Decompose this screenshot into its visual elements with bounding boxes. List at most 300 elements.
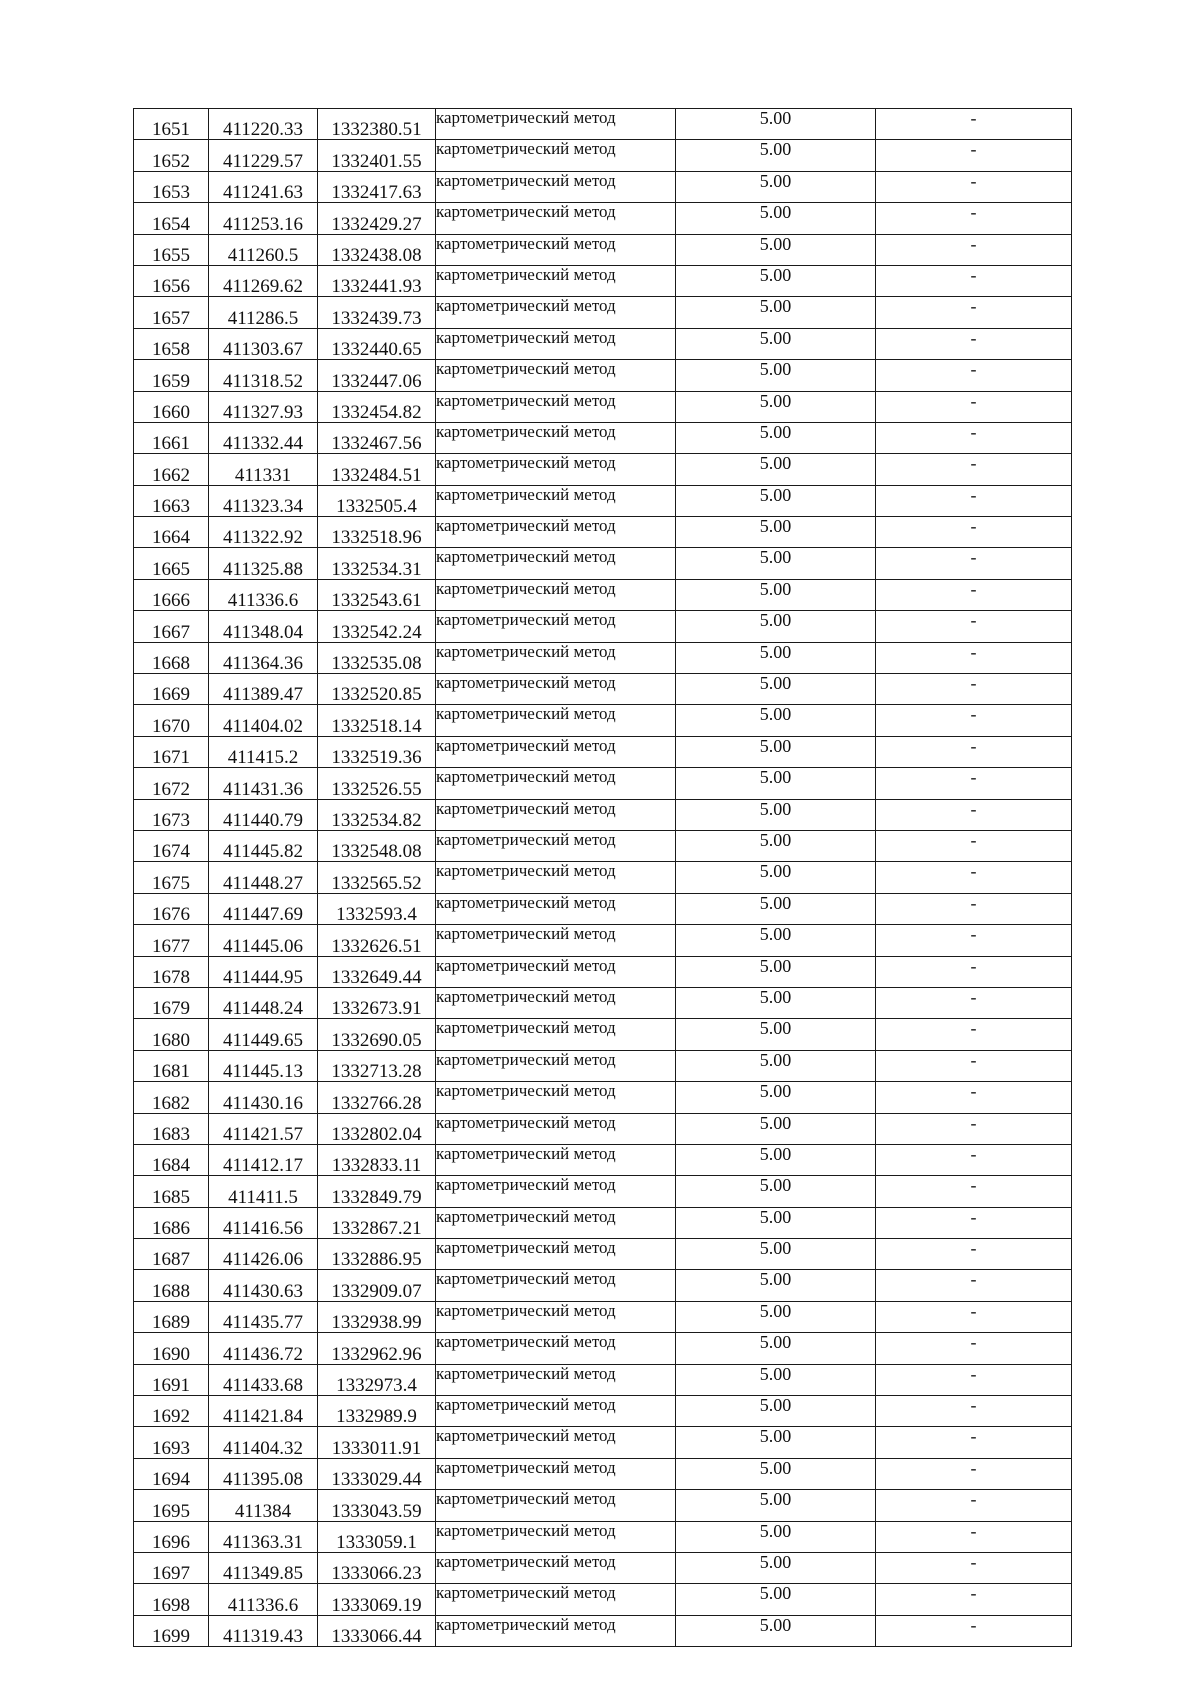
description-cell: - <box>876 1270 1072 1301</box>
description-cell: - <box>876 1019 1072 1050</box>
table-row <box>134 1396 1072 1427</box>
point-number-cell: 1689 <box>134 1301 209 1332</box>
x-coordinate-cell: 411431.36 <box>209 768 318 799</box>
method-cell: картометрический метод <box>436 1521 676 1552</box>
table-row <box>134 611 1072 642</box>
accuracy-cell: 5.00 <box>676 422 876 453</box>
accuracy-cell: 5.00 <box>676 611 876 642</box>
x-coordinate-cell: 411411.5 <box>209 1176 318 1207</box>
point-number-cell: 1652 <box>134 140 209 171</box>
y-coordinate-cell: 1332766.28 <box>318 1082 436 1113</box>
method-cell: картометрический метод <box>436 360 676 391</box>
table-row <box>134 736 1072 767</box>
point-number-cell: 1655 <box>134 234 209 265</box>
accuracy-cell: 5.00 <box>676 1113 876 1144</box>
y-coordinate-cell: 1332429.27 <box>318 203 436 234</box>
y-coordinate-cell: 1332989.9 <box>318 1396 436 1427</box>
table-row <box>134 203 1072 234</box>
y-coordinate-cell: 1332886.95 <box>318 1239 436 1270</box>
point-number-cell: 1676 <box>134 893 209 924</box>
point-number-cell: 1686 <box>134 1207 209 1238</box>
description-cell: - <box>876 422 1072 453</box>
description-cell: - <box>876 1176 1072 1207</box>
description-cell: - <box>876 391 1072 422</box>
accuracy-cell: 5.00 <box>676 1458 876 1489</box>
method-cell: картометрический метод <box>436 799 676 830</box>
accuracy-cell: 5.00 <box>676 1239 876 1270</box>
x-coordinate-cell: 411426.06 <box>209 1239 318 1270</box>
method-cell: картометрический метод <box>436 1584 676 1615</box>
point-number-cell: 1687 <box>134 1239 209 1270</box>
y-coordinate-cell: 1332649.44 <box>318 956 436 987</box>
point-number-cell: 1694 <box>134 1458 209 1489</box>
table-row <box>134 1490 1072 1521</box>
method-cell: картометрический метод <box>436 1364 676 1395</box>
table-row <box>134 579 1072 610</box>
accuracy-cell: 5.00 <box>676 1364 876 1395</box>
accuracy-cell: 5.00 <box>676 454 876 485</box>
accuracy-cell: 5.00 <box>676 265 876 296</box>
method-cell: картометрический метод <box>436 391 676 422</box>
accuracy-cell: 5.00 <box>676 642 876 673</box>
point-number-cell: 1657 <box>134 297 209 328</box>
y-coordinate-cell: 1333059.1 <box>318 1521 436 1552</box>
method-cell: картометрический метод <box>436 265 676 296</box>
point-number-cell: 1656 <box>134 265 209 296</box>
y-coordinate-cell: 1332973.4 <box>318 1364 436 1395</box>
y-coordinate-cell: 1333069.19 <box>318 1584 436 1615</box>
accuracy-cell: 5.00 <box>676 203 876 234</box>
y-coordinate-cell: 1332447.06 <box>318 360 436 391</box>
description-cell: - <box>876 1050 1072 1081</box>
method-cell: картометрический метод <box>436 234 676 265</box>
description-cell: - <box>876 1615 1072 1646</box>
y-coordinate-cell: 1332438.08 <box>318 234 436 265</box>
accuracy-cell: 5.00 <box>676 1301 876 1332</box>
method-cell: картометрический метод <box>436 328 676 359</box>
description-cell: - <box>876 517 1072 548</box>
table-row <box>134 1333 1072 1364</box>
table-row <box>134 830 1072 861</box>
x-coordinate-cell: 411349.85 <box>209 1552 318 1583</box>
y-coordinate-cell: 1332849.79 <box>318 1176 436 1207</box>
point-number-cell: 1671 <box>134 736 209 767</box>
accuracy-cell: 5.00 <box>676 1521 876 1552</box>
method-cell: картометрический метод <box>436 1207 676 1238</box>
point-number-cell: 1685 <box>134 1176 209 1207</box>
description-cell: - <box>876 705 1072 736</box>
method-cell: картометрический метод <box>436 517 676 548</box>
table-row <box>134 297 1072 328</box>
y-coordinate-cell: 1332440.65 <box>318 328 436 359</box>
y-coordinate-cell: 1333043.59 <box>318 1490 436 1521</box>
y-coordinate-cell: 1332565.52 <box>318 862 436 893</box>
y-coordinate-cell: 1332380.51 <box>318 109 436 140</box>
point-number-cell: 1696 <box>134 1521 209 1552</box>
accuracy-cell: 5.00 <box>676 140 876 171</box>
table-row <box>134 1207 1072 1238</box>
table-row <box>134 171 1072 202</box>
x-coordinate-cell: 411325.88 <box>209 548 318 579</box>
table-row <box>134 265 1072 296</box>
x-coordinate-cell: 411318.52 <box>209 360 318 391</box>
description-cell: - <box>876 862 1072 893</box>
y-coordinate-cell: 1332441.93 <box>318 265 436 296</box>
description-cell: - <box>876 203 1072 234</box>
point-number-cell: 1690 <box>134 1333 209 1364</box>
table-row <box>134 1113 1072 1144</box>
point-number-cell: 1651 <box>134 109 209 140</box>
table-row <box>134 1364 1072 1395</box>
accuracy-cell: 5.00 <box>676 674 876 705</box>
y-coordinate-cell: 1332534.82 <box>318 799 436 830</box>
x-coordinate-cell: 411331 <box>209 454 318 485</box>
x-coordinate-cell: 411444.95 <box>209 956 318 987</box>
description-cell: - <box>876 1333 1072 1364</box>
method-cell: картометрический метод <box>436 987 676 1018</box>
x-coordinate-cell: 411421.84 <box>209 1396 318 1427</box>
table-row <box>134 705 1072 736</box>
table-row <box>134 1144 1072 1175</box>
method-cell: картометрический метод <box>436 1490 676 1521</box>
description-cell: - <box>876 140 1072 171</box>
y-coordinate-cell: 1333066.23 <box>318 1552 436 1583</box>
x-coordinate-cell: 411416.56 <box>209 1207 318 1238</box>
point-number-cell: 1698 <box>134 1584 209 1615</box>
y-coordinate-cell: 1332713.28 <box>318 1050 436 1081</box>
accuracy-cell: 5.00 <box>676 768 876 799</box>
y-coordinate-cell: 1332802.04 <box>318 1113 436 1144</box>
description-cell: - <box>876 548 1072 579</box>
method-cell: картометрический метод <box>436 736 676 767</box>
x-coordinate-cell: 411241.63 <box>209 171 318 202</box>
description-cell: - <box>876 1584 1072 1615</box>
x-coordinate-cell: 411269.62 <box>209 265 318 296</box>
table-row <box>134 1615 1072 1646</box>
accuracy-cell: 5.00 <box>676 1552 876 1583</box>
accuracy-cell: 5.00 <box>676 1176 876 1207</box>
table-row <box>134 768 1072 799</box>
accuracy-cell: 5.00 <box>676 234 876 265</box>
accuracy-cell: 5.00 <box>676 736 876 767</box>
table-row <box>134 956 1072 987</box>
x-coordinate-cell: 411448.24 <box>209 987 318 1018</box>
point-number-cell: 1692 <box>134 1396 209 1427</box>
y-coordinate-cell: 1333066.44 <box>318 1615 436 1646</box>
table-row <box>134 485 1072 516</box>
accuracy-cell: 5.00 <box>676 171 876 202</box>
description-cell: - <box>876 674 1072 705</box>
accuracy-cell: 5.00 <box>676 1584 876 1615</box>
y-coordinate-cell: 1332518.14 <box>318 705 436 736</box>
table-row <box>134 642 1072 673</box>
x-coordinate-cell: 411303.67 <box>209 328 318 359</box>
description-cell: - <box>876 328 1072 359</box>
y-coordinate-cell: 1332454.82 <box>318 391 436 422</box>
method-cell: картометрический метод <box>436 1082 676 1113</box>
method-cell: картометрический метод <box>436 203 676 234</box>
point-number-cell: 1665 <box>134 548 209 579</box>
point-number-cell: 1667 <box>134 611 209 642</box>
description-cell: - <box>876 1552 1072 1583</box>
method-cell: картометрический метод <box>436 893 676 924</box>
method-cell: картометрический метод <box>436 611 676 642</box>
point-number-cell: 1681 <box>134 1050 209 1081</box>
description-cell: - <box>876 830 1072 861</box>
point-number-cell: 1695 <box>134 1490 209 1521</box>
point-number-cell: 1658 <box>134 328 209 359</box>
method-cell: картометрический метод <box>436 642 676 673</box>
method-cell: картометрический метод <box>436 297 676 328</box>
y-coordinate-cell: 1332962.96 <box>318 1333 436 1364</box>
method-cell: картометрический метод <box>436 485 676 516</box>
method-cell: картометрический метод <box>436 171 676 202</box>
y-coordinate-cell: 1332938.99 <box>318 1301 436 1332</box>
description-cell: - <box>876 736 1072 767</box>
accuracy-cell: 5.00 <box>676 1427 876 1458</box>
y-coordinate-cell: 1332484.51 <box>318 454 436 485</box>
y-coordinate-cell: 1332543.61 <box>318 579 436 610</box>
description-cell: - <box>876 987 1072 1018</box>
y-coordinate-cell: 1333011.91 <box>318 1427 436 1458</box>
point-number-cell: 1660 <box>134 391 209 422</box>
method-cell: картометрический метод <box>436 768 676 799</box>
x-coordinate-cell: 411363.31 <box>209 1521 318 1552</box>
method-cell: картометрический метод <box>436 674 676 705</box>
accuracy-cell: 5.00 <box>676 109 876 140</box>
y-coordinate-cell: 1332526.55 <box>318 768 436 799</box>
table-row <box>134 109 1072 140</box>
y-coordinate-cell: 1332593.4 <box>318 893 436 924</box>
description-cell: - <box>876 485 1072 516</box>
x-coordinate-cell: 411449.65 <box>209 1019 318 1050</box>
table-row <box>134 1427 1072 1458</box>
point-number-cell: 1697 <box>134 1552 209 1583</box>
method-cell: картометрический метод <box>436 705 676 736</box>
description-cell: - <box>876 171 1072 202</box>
description-cell: - <box>876 1239 1072 1270</box>
table-row <box>134 391 1072 422</box>
accuracy-cell: 5.00 <box>676 485 876 516</box>
accuracy-cell: 5.00 <box>676 1207 876 1238</box>
description-cell: - <box>876 1113 1072 1144</box>
accuracy-cell: 5.00 <box>676 548 876 579</box>
x-coordinate-cell: 411220.33 <box>209 109 318 140</box>
accuracy-cell: 5.00 <box>676 1019 876 1050</box>
point-number-cell: 1664 <box>134 517 209 548</box>
description-cell: - <box>876 1490 1072 1521</box>
table-row <box>134 1458 1072 1489</box>
method-cell: картометрический метод <box>436 1239 676 1270</box>
table-row <box>134 674 1072 705</box>
x-coordinate-cell: 411336.6 <box>209 1584 318 1615</box>
description-cell: - <box>876 454 1072 485</box>
table-row <box>134 1521 1072 1552</box>
accuracy-cell: 5.00 <box>676 360 876 391</box>
point-number-cell: 1653 <box>134 171 209 202</box>
method-cell: картометрический метод <box>436 109 676 140</box>
method-cell: картометрический метод <box>436 1270 676 1301</box>
method-cell: картометрический метод <box>436 1396 676 1427</box>
x-coordinate-cell: 411435.77 <box>209 1301 318 1332</box>
method-cell: картометрический метод <box>436 1333 676 1364</box>
accuracy-cell: 5.00 <box>676 328 876 359</box>
method-cell: картометрический метод <box>436 925 676 956</box>
table-row <box>134 1239 1072 1270</box>
point-number-cell: 1680 <box>134 1019 209 1050</box>
method-cell: картометрический метод <box>436 1176 676 1207</box>
description-cell: - <box>876 265 1072 296</box>
method-cell: картометрический метод <box>436 1427 676 1458</box>
table-row <box>134 893 1072 924</box>
point-number-cell: 1691 <box>134 1364 209 1395</box>
y-coordinate-cell: 1332673.91 <box>318 987 436 1018</box>
y-coordinate-cell: 1332401.55 <box>318 140 436 171</box>
description-cell: - <box>876 1082 1072 1113</box>
x-coordinate-cell: 411395.08 <box>209 1458 318 1489</box>
method-cell: картометрический метод <box>436 140 676 171</box>
x-coordinate-cell: 411253.16 <box>209 203 318 234</box>
table-row <box>134 517 1072 548</box>
table-row <box>134 360 1072 391</box>
description-cell: - <box>876 956 1072 987</box>
description-cell: - <box>876 297 1072 328</box>
x-coordinate-cell: 411448.27 <box>209 862 318 893</box>
table-row <box>134 1176 1072 1207</box>
accuracy-cell: 5.00 <box>676 297 876 328</box>
method-cell: картометрический метод <box>436 1552 676 1583</box>
x-coordinate-cell: 411322.92 <box>209 517 318 548</box>
x-coordinate-cell: 411327.93 <box>209 391 318 422</box>
point-number-cell: 1659 <box>134 360 209 391</box>
x-coordinate-cell: 411323.34 <box>209 485 318 516</box>
table-row <box>134 422 1072 453</box>
x-coordinate-cell: 411445.13 <box>209 1050 318 1081</box>
method-cell: картометрический метод <box>436 862 676 893</box>
description-cell: - <box>876 925 1072 956</box>
table-row <box>134 1270 1072 1301</box>
x-coordinate-cell: 411433.68 <box>209 1364 318 1395</box>
description-cell: - <box>876 893 1072 924</box>
x-coordinate-cell: 411404.02 <box>209 705 318 736</box>
description-cell: - <box>876 768 1072 799</box>
accuracy-cell: 5.00 <box>676 1615 876 1646</box>
description-cell: - <box>876 1144 1072 1175</box>
accuracy-cell: 5.00 <box>676 579 876 610</box>
point-number-cell: 1683 <box>134 1113 209 1144</box>
point-number-cell: 1670 <box>134 705 209 736</box>
table-row <box>134 328 1072 359</box>
accuracy-cell: 5.00 <box>676 1490 876 1521</box>
x-coordinate-cell: 411445.06 <box>209 925 318 956</box>
method-cell: картометрический метод <box>436 548 676 579</box>
y-coordinate-cell: 1332690.05 <box>318 1019 436 1050</box>
point-number-cell: 1684 <box>134 1144 209 1175</box>
description-cell: - <box>876 579 1072 610</box>
point-number-cell: 1666 <box>134 579 209 610</box>
y-coordinate-cell: 1332626.51 <box>318 925 436 956</box>
x-coordinate-cell: 411421.57 <box>209 1113 318 1144</box>
table-body <box>134 109 1072 1647</box>
point-number-cell: 1661 <box>134 422 209 453</box>
y-coordinate-cell: 1332505.4 <box>318 485 436 516</box>
table-row <box>134 1082 1072 1113</box>
point-number-cell: 1674 <box>134 830 209 861</box>
y-coordinate-cell: 1332535.08 <box>318 642 436 673</box>
x-coordinate-cell: 411260.5 <box>209 234 318 265</box>
description-cell: - <box>876 1364 1072 1395</box>
accuracy-cell: 5.00 <box>676 956 876 987</box>
x-coordinate-cell: 411436.72 <box>209 1333 318 1364</box>
accuracy-cell: 5.00 <box>676 1333 876 1364</box>
method-cell: картометрический метод <box>436 1458 676 1489</box>
table-row <box>134 234 1072 265</box>
point-number-cell: 1654 <box>134 203 209 234</box>
coordinates-table <box>133 108 1072 1647</box>
method-cell: картометрический метод <box>436 1615 676 1646</box>
method-cell: картометрический метод <box>436 1050 676 1081</box>
method-cell: картометрический метод <box>436 579 676 610</box>
method-cell: картометрический метод <box>436 1113 676 1144</box>
accuracy-cell: 5.00 <box>676 1082 876 1113</box>
accuracy-cell: 5.00 <box>676 1144 876 1175</box>
x-coordinate-cell: 411415.2 <box>209 736 318 767</box>
table-row <box>134 1584 1072 1615</box>
table-row <box>134 1301 1072 1332</box>
table-row <box>134 1552 1072 1583</box>
accuracy-cell: 5.00 <box>676 893 876 924</box>
method-cell: картометрический метод <box>436 956 676 987</box>
method-cell: картометрический метод <box>436 1019 676 1050</box>
accuracy-cell: 5.00 <box>676 1270 876 1301</box>
accuracy-cell: 5.00 <box>676 799 876 830</box>
point-number-cell: 1662 <box>134 454 209 485</box>
y-coordinate-cell: 1332467.56 <box>318 422 436 453</box>
table-row <box>134 987 1072 1018</box>
accuracy-cell: 5.00 <box>676 705 876 736</box>
point-number-cell: 1682 <box>134 1082 209 1113</box>
accuracy-cell: 5.00 <box>676 1396 876 1427</box>
accuracy-cell: 5.00 <box>676 517 876 548</box>
point-number-cell: 1693 <box>134 1427 209 1458</box>
table-row <box>134 862 1072 893</box>
point-number-cell: 1677 <box>134 925 209 956</box>
point-number-cell: 1663 <box>134 485 209 516</box>
description-cell: - <box>876 799 1072 830</box>
x-coordinate-cell: 411447.69 <box>209 893 318 924</box>
point-number-cell: 1699 <box>134 1615 209 1646</box>
point-number-cell: 1673 <box>134 799 209 830</box>
x-coordinate-cell: 411319.43 <box>209 1615 318 1646</box>
x-coordinate-cell: 411430.16 <box>209 1082 318 1113</box>
description-cell: - <box>876 360 1072 391</box>
x-coordinate-cell: 411445.82 <box>209 830 318 861</box>
description-cell: - <box>876 234 1072 265</box>
y-coordinate-cell: 1332542.24 <box>318 611 436 642</box>
y-coordinate-cell: 1332909.07 <box>318 1270 436 1301</box>
y-coordinate-cell: 1332520.85 <box>318 674 436 705</box>
method-cell: картометрический метод <box>436 830 676 861</box>
x-coordinate-cell: 411404.32 <box>209 1427 318 1458</box>
point-number-cell: 1675 <box>134 862 209 893</box>
x-coordinate-cell: 411229.57 <box>209 140 318 171</box>
accuracy-cell: 5.00 <box>676 925 876 956</box>
y-coordinate-cell: 1332833.11 <box>318 1144 436 1175</box>
description-cell: - <box>876 1458 1072 1489</box>
point-number-cell: 1672 <box>134 768 209 799</box>
x-coordinate-cell: 411364.36 <box>209 642 318 673</box>
x-coordinate-cell: 411384 <box>209 1490 318 1521</box>
